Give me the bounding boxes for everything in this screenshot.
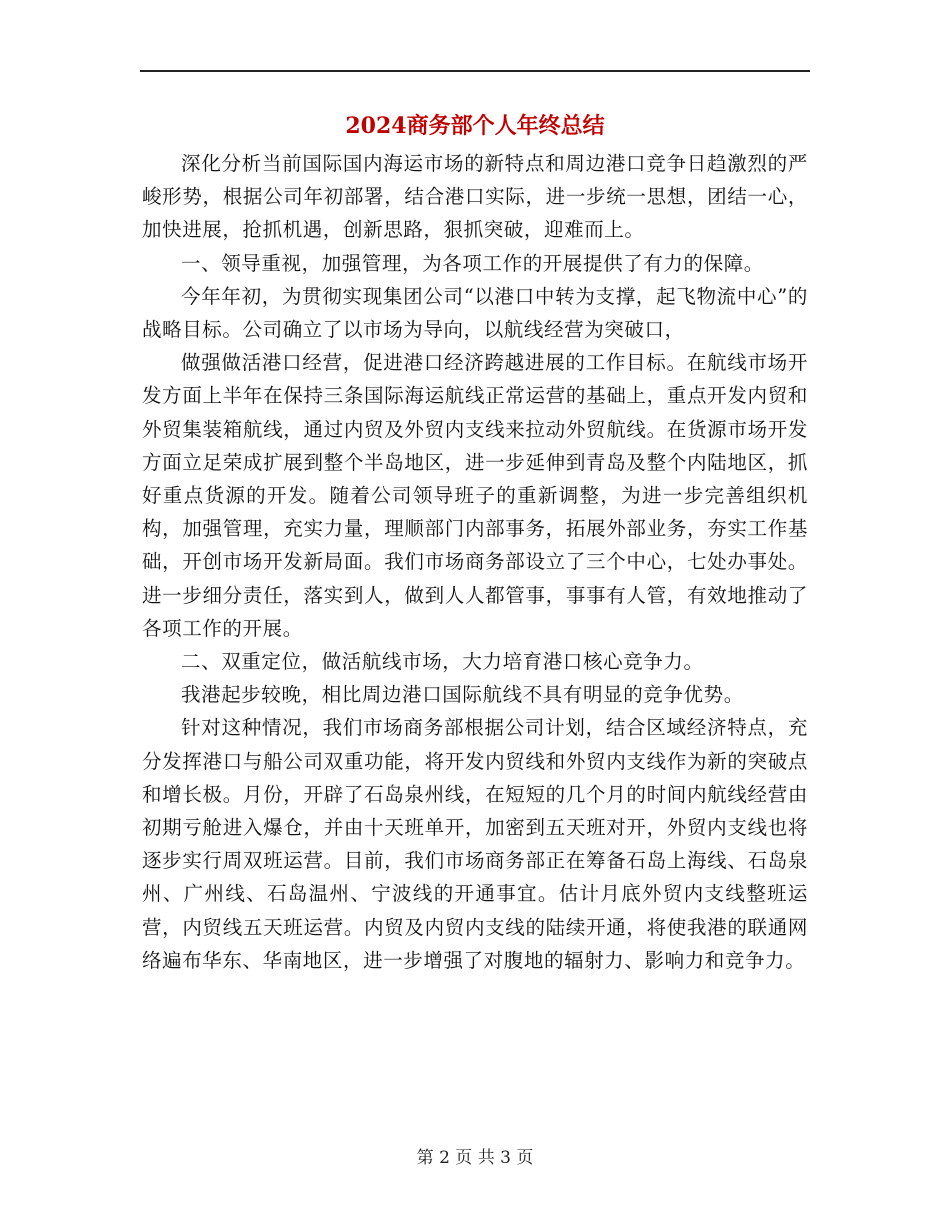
paragraph-port-status: 我港起步较晚，相比周边港口国际航线不具有明显的竞争优势。 (181, 683, 744, 707)
page-number-footer: 第 2 页 共 3 页 (416, 1148, 534, 1168)
header-rule (140, 70, 810, 72)
paragraph-goal: 今年年初，为贯彻实现集团公司“以港口中转为支撑，起飞物流中心”的战略目标。公司确立了以市场为导向，以航线经营为突破口， (142, 284, 808, 342)
paragraph-intro: 深化分析当前国际国内海运市场的新特点和周边港口竞争日趋激烈的严峻形势，根据公司年初部署，结合港口实际，进一步统一思想，团结一心，加快进展，抢抓机遇，创新思路，狠抓突破，迎难而上。 (142, 152, 808, 242)
paragraph-market-development: 做强做活港口经营，促进港口经济跨越进展的工作目标。在航线市场开发方面上半年在保持三条国际海运航线正常运营的基础上，重点开发内贸和外贸集装箱航线，通过内贸及外贸内支线来拉动外贸航线。在货源市场开发方面立足荣成扩展到整个半岛地区，进一步延伸到青岛及整个内陆地区，抓好重点货源的开发。随着公司领导班子的重新调整，为进一步完善组织机构，加强管理，充实力量，理顺部门内部事务，拓展外部业务，夯实工作基础，开创市场开发新局面。我们市场商务部设立了三个中心，七处办事处。进一步细分责任，落实到人，做到人人都管事，事事有人管，有效地推动了各项工作的开展。 (142, 351, 808, 640)
paragraph-routes: 针对这种情况，我们市场商务部根据公司计划，结合区域经济特点，充分发挥港口与船公司双重功能，将开发内贸线和外贸内支线作为新的突破点和增长极。月份，开辟了石岛泉州线，在短短的几个月的时间内航线经营由初期亏舱进入爆仓，并由十天班单开，加密到五天班对开，外贸内支线也将逐步实行周双班运营。目前，我们市场商务部正在筹备石岛上海线、石岛泉州、广州线、石岛温州、宁波线的开通事宜。估计月底外贸内支线整班运营，内贸线五天班运营。内贸及内贸内支线的陆续开通，将使我港的联通网络遍布华东、华南地区，进一步增强了对腹地的辐射力、影响力和竞争力。 (142, 716, 808, 972)
document-body (142, 147, 808, 977)
section-heading-2: 二、双重定位，做活航线市场，大力培育港口核心竞争力。 (181, 650, 704, 674)
section-heading-1: 一、领导重视，加强管理，为各项工作的开展提供了有力的保障。 (181, 251, 764, 275)
document-title: 2024商务部个人年终总结 (345, 113, 605, 139)
